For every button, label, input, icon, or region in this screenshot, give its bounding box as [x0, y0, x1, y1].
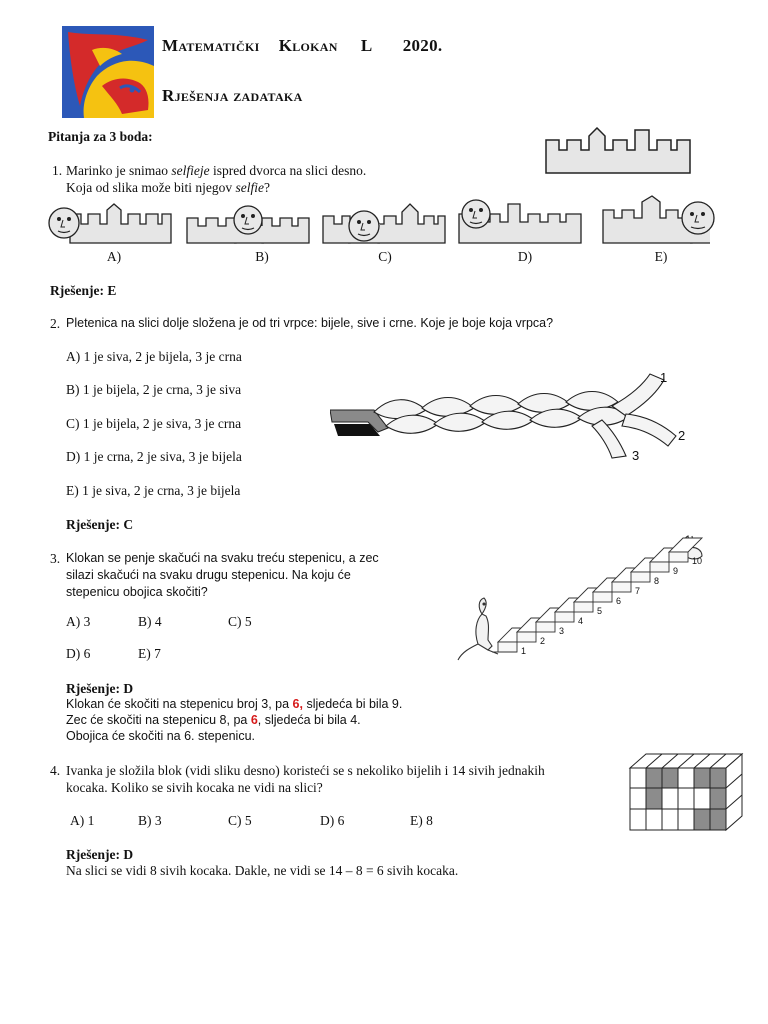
stair-riser [498, 642, 517, 652]
title-word-1: Matematički [162, 36, 260, 55]
q2-option-c: C) 1 je bijela, 2 je siva, 3 je crna [66, 416, 242, 431]
stair-riser [612, 582, 631, 592]
stair-riser [593, 592, 612, 602]
q2-solution-value: C [123, 517, 134, 532]
q2-option-a: A) 1 je siva, 2 je bijela, 3 je crna [66, 349, 242, 364]
q3-option-a: A) 3 [66, 614, 91, 629]
q2-option-d: D) 1 je crna, 2 je siva, 3 je bijela [66, 449, 242, 464]
q1-text-em: selfieje [171, 163, 210, 178]
stair-riser [517, 632, 536, 642]
q3-option-d: D) 6 [66, 646, 91, 661]
q3-solution-label: Rješenje: [66, 681, 120, 696]
stair-riser [650, 562, 669, 572]
q1-text-a: Marinko je snimao [66, 163, 172, 178]
step-number-label: 9 [673, 566, 679, 576]
step-number-label: 10 [692, 556, 703, 566]
q1-option-e-label: E) [654, 249, 668, 264]
kangaroo-icon [458, 598, 498, 660]
q1-text-c: Koja od slika može biti njegov [66, 180, 236, 195]
q4-line-2: kocaka. Koliko se sivih kocaka ne vidi na slici? [66, 780, 323, 795]
q1-option-d-image [458, 196, 582, 244]
q1-text-em-2: selfie [235, 180, 264, 195]
q1-option-a-image [48, 202, 172, 244]
q3-option-b: B) 4 [138, 614, 162, 629]
q1-number: 1. [52, 163, 63, 178]
q1-solution-value: E [107, 283, 117, 298]
q1-text-line-2 [66, 179, 270, 196]
castle-figure [545, 126, 691, 174]
q4-number: 4. [50, 763, 61, 778]
title-line-2 [162, 86, 303, 106]
braid-figure [330, 366, 698, 468]
stair-riser [574, 602, 593, 612]
ribbon-label-3: 3 [632, 448, 640, 463]
q1-option-b-label: B) [255, 249, 269, 264]
step-number-label: 1 [521, 646, 527, 656]
ribbon-label-1: 1 [660, 370, 668, 385]
step-number-label: 2 [540, 636, 546, 646]
step-number-label: 4 [578, 616, 584, 626]
step-number-label: 8 [654, 576, 660, 586]
step-number-label: 5 [597, 606, 603, 616]
section-heading: Pitanja za 3 boda: [48, 129, 153, 144]
q3-explanation-3: Obojica će skočiti na 6. stepenicu. [66, 729, 255, 743]
q4-explanation: Na slici se vidi 8 sivih kocaka. Dakle, ne vidi se 14 – 8 = 6 sivih kocaka. [66, 863, 459, 878]
q3-expl2-b: , sljedeća bi bila 4. [257, 713, 361, 727]
step-number-label: 6 [616, 596, 622, 606]
q3-option-e: E) 7 [138, 646, 161, 661]
q4-option-b: B) 3 [138, 813, 162, 828]
q4-option-a: A) 1 [70, 813, 95, 828]
q1-solution [50, 282, 116, 299]
title-word-2: Klokan [278, 36, 338, 55]
q3-line-1: Klokan se penje skačući na svaku treću stepenicu, a zec [66, 551, 379, 565]
title-line-1 [162, 36, 442, 56]
q1-option-c-image [322, 202, 446, 244]
q3-line-2: silazi skačući na svaku drugu stepenicu. Na koju će [66, 568, 351, 582]
stair-riser [631, 572, 650, 582]
ribbon-label-2: 2 [678, 428, 686, 443]
title-year: 2020. [402, 36, 443, 55]
q3-solution-value: D [123, 681, 134, 696]
q1-text-d: ? [263, 180, 270, 195]
q4-option-e: E) 8 [410, 813, 433, 828]
q1-option-b-image [186, 202, 310, 244]
q1-solution-label: Rješenje: [50, 283, 104, 298]
q3-expl1-red: 6, [292, 697, 303, 711]
step-number-label: 3 [559, 626, 565, 636]
q1-text-b: ispred dvorca na slici desno. [209, 163, 367, 178]
q1-option-a-label: A) [106, 249, 122, 264]
q1-option-c-label: C) [378, 249, 392, 264]
q3-solution [66, 680, 133, 697]
q4-solution-label: Rješenje: [66, 847, 120, 862]
stair-riser [555, 612, 574, 622]
q3-number: 3. [50, 551, 61, 566]
q3-explanation-1 [66, 696, 402, 713]
q1-option-d-label: D) [517, 249, 533, 264]
q2-option-b: B) 1 je bijela, 2 je crna, 3 je siva [66, 382, 242, 397]
q3-option-c: C) 5 [228, 614, 252, 629]
q4-option-c: C) 5 [228, 813, 252, 828]
step-number-label: 7 [635, 586, 641, 596]
title-subtitle: Rješenja zadataka [162, 86, 303, 105]
q2-text: Pletenica na slici dolje složena je od tri vrpce: bijele, sive i crne. Koje je boje koja vrpca? [66, 316, 554, 330]
q2-solution-label: Rješenje: [66, 517, 120, 532]
q3-line-3: stepenicu obojica skočiti? [66, 585, 208, 599]
q1-text-line-1 [66, 162, 366, 179]
kangaroo-logo [62, 26, 154, 118]
q3-expl1-a: Klokan će skočiti na stepenicu broj 3, pa [66, 697, 293, 711]
q3-explanation-2 [66, 712, 361, 729]
q1-option-e-image [602, 194, 726, 244]
q4-solution [66, 846, 133, 863]
q4-line-1: Ivanka je složila blok (vidi sliku desno) koristeći se s nekoliko bijelih i 14 sivih jednakih [66, 763, 545, 778]
q2-number: 2. [50, 316, 61, 331]
stairs [492, 538, 702, 656]
q3-expl2-red: 6 [250, 713, 258, 727]
title-level: L [360, 36, 372, 55]
q2-solution [66, 516, 133, 533]
stairs-figure [452, 528, 722, 668]
q3-expl1-b: sljedeća bi bila 9. [302, 697, 403, 711]
q2-option-e: E) 1 je siva, 2 je crna, 3 je bijela [66, 483, 241, 498]
stair-riser [669, 552, 688, 562]
cube-block-figure [626, 752, 744, 832]
q3-expl2-a: Zec će skočiti na stepenicu 8, pa [66, 713, 251, 727]
q4-solution-value: D [123, 847, 134, 862]
stair-riser [536, 622, 555, 632]
q4-option-d: D) 6 [320, 813, 345, 828]
